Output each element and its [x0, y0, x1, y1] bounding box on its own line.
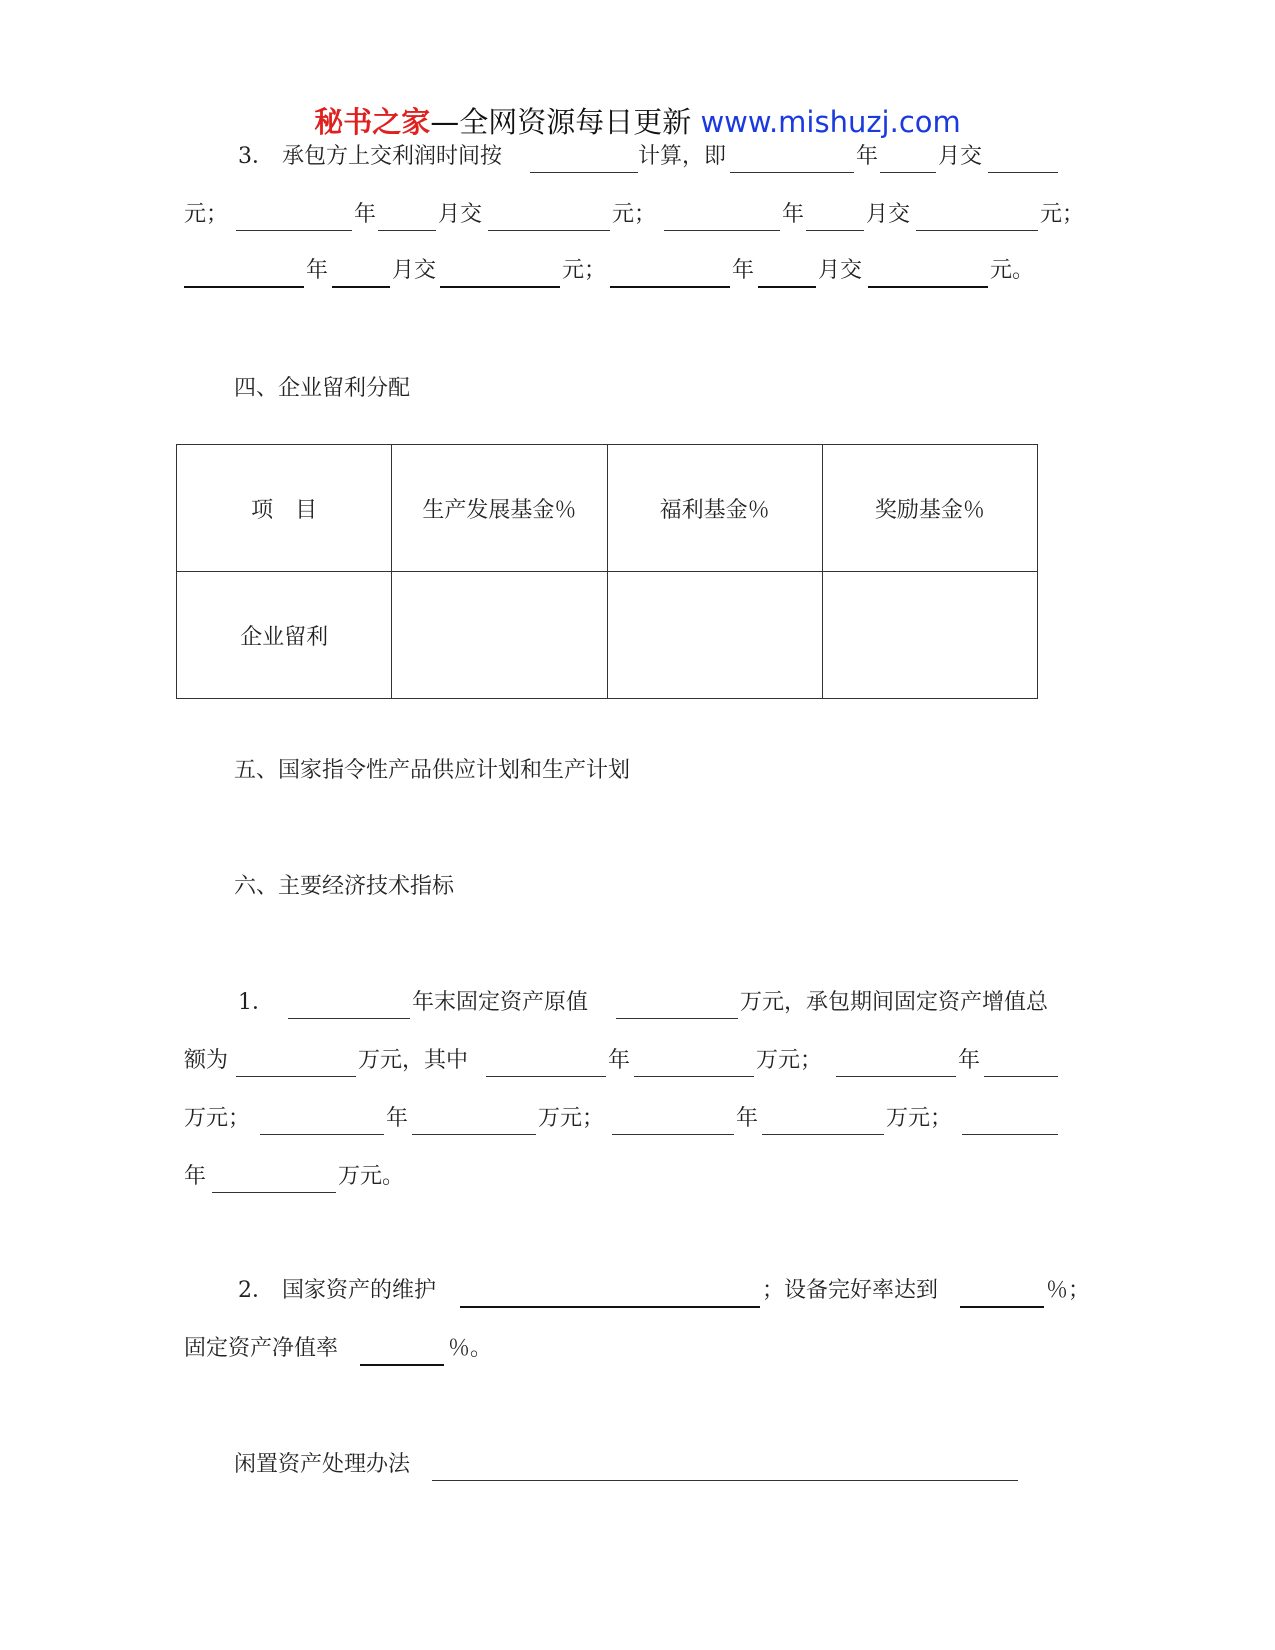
- item61-text-2: 万元，承包期间固定资产增值总: [740, 990, 1049, 1015]
- item62-text-2: ；设备完好率达到: [762, 1278, 939, 1303]
- blank-field[interactable]: [412, 1134, 536, 1135]
- unit-percent: ％；: [1046, 1278, 1091, 1303]
- unit-wanyuan: 万元；: [886, 1106, 953, 1131]
- item62-text-3: 固定资产净值率: [184, 1336, 339, 1361]
- blank-field[interactable]: [762, 1134, 884, 1135]
- blank-field[interactable]: [332, 286, 390, 288]
- retained-profit-table: [176, 444, 1038, 699]
- table-header-cell: 奖励基金％: [822, 445, 1037, 572]
- unit-year: 年: [856, 144, 879, 169]
- brand-name: 秘书之家: [314, 105, 431, 139]
- blank-field[interactable]: [360, 1364, 444, 1366]
- item61-text-1: 年末固定资产原值: [412, 990, 589, 1015]
- unit-yuan: 元；: [184, 202, 229, 227]
- blank-field[interactable]: [432, 1480, 1018, 1481]
- table-header-cell: 福利基金％: [607, 445, 822, 572]
- blank-field[interactable]: [880, 172, 936, 173]
- site-url[interactable]: www.mishuzj.com: [700, 105, 961, 139]
- blank-field[interactable]: [916, 230, 1038, 231]
- unit-yuan: 元；: [1040, 202, 1085, 227]
- blank-field[interactable]: [260, 1134, 384, 1135]
- item-number: 3．: [238, 144, 274, 169]
- unit-year: 年: [736, 1106, 759, 1131]
- unit-year: 年: [184, 1164, 207, 1189]
- item62-text-1: 国家资产的维护: [282, 1278, 437, 1303]
- blank-field[interactable]: [378, 230, 436, 231]
- blank-field[interactable]: [488, 230, 610, 231]
- table-row: [177, 572, 1038, 699]
- blank-field[interactable]: [962, 1134, 1058, 1135]
- blank-field[interactable]: [616, 1018, 738, 1019]
- table-header-cell: 项 目: [177, 445, 392, 572]
- blank-field[interactable]: [836, 1076, 956, 1077]
- unit-year: 年: [354, 202, 377, 227]
- section-5-heading: 五、国家指令性产品供应计划和生产计划: [234, 758, 631, 783]
- blank-field[interactable]: [212, 1192, 336, 1193]
- item3-text-1: 承包方上交利润时间按: [282, 144, 503, 169]
- unit-month-pay: 月交: [818, 258, 863, 283]
- blank-field[interactable]: [664, 230, 780, 231]
- item-number: 1．: [238, 990, 274, 1015]
- table-row-label: 企业留利: [177, 572, 392, 699]
- unit-month-pay: 月交: [392, 258, 437, 283]
- blank-field[interactable]: [960, 1306, 1044, 1308]
- blank-field[interactable]: [184, 286, 304, 288]
- unit-month-pay: 月交: [938, 144, 983, 169]
- item61-text-3: 额为: [184, 1048, 229, 1073]
- blank-field[interactable]: [440, 286, 560, 288]
- unit-percent: ％。: [448, 1336, 493, 1361]
- unit-wanyuan: 万元；: [756, 1048, 823, 1073]
- unit-wanyuan: 万元；: [184, 1106, 251, 1131]
- table-header-cell: 生产发展基金％: [392, 445, 607, 572]
- blank-field[interactable]: [530, 172, 638, 173]
- idle-assets-label: 闲置资产处理办法: [234, 1452, 411, 1477]
- blank-field[interactable]: [806, 230, 864, 231]
- item3-text-2: 计算，即: [638, 144, 727, 169]
- table-cell[interactable]: [607, 572, 822, 699]
- blank-field[interactable]: [486, 1076, 606, 1077]
- section-4-heading: 四、企业留利分配: [234, 376, 411, 401]
- unit-year: 年: [386, 1106, 409, 1131]
- unit-month-pay: 月交: [866, 202, 911, 227]
- item61-text-4: 万元，其中: [358, 1048, 469, 1073]
- blank-field[interactable]: [988, 172, 1058, 173]
- unit-year: 年: [608, 1048, 631, 1073]
- blank-field[interactable]: [758, 286, 816, 288]
- blank-field[interactable]: [612, 1134, 734, 1135]
- header-tagline: —全网资源每日更新: [430, 105, 692, 139]
- blank-field[interactable]: [460, 1306, 760, 1308]
- unit-year: 年: [732, 258, 755, 283]
- blank-field[interactable]: [868, 286, 988, 288]
- unit-yuan: 元。: [990, 258, 1035, 283]
- unit-year: 年: [782, 202, 805, 227]
- unit-year: 年: [958, 1048, 981, 1073]
- unit-year: 年: [306, 258, 329, 283]
- table-cell[interactable]: [392, 572, 607, 699]
- unit-wanyuan: 万元。: [338, 1164, 405, 1189]
- blank-field[interactable]: [610, 286, 730, 288]
- blank-field[interactable]: [730, 172, 854, 173]
- blank-field[interactable]: [984, 1076, 1058, 1077]
- blank-field[interactable]: [288, 1018, 410, 1019]
- unit-yuan: 元；: [562, 258, 607, 283]
- site-header: [0, 102, 1275, 142]
- blank-field[interactable]: [634, 1076, 754, 1077]
- unit-wanyuan: 万元；: [538, 1106, 605, 1131]
- unit-yuan: 元；: [612, 202, 657, 227]
- blank-field[interactable]: [236, 1076, 356, 1077]
- table-header-row: [177, 445, 1038, 572]
- item-number: 2．: [238, 1278, 274, 1303]
- blank-field[interactable]: [236, 230, 352, 231]
- unit-month-pay: 月交: [438, 202, 483, 227]
- table-cell[interactable]: [822, 572, 1037, 699]
- section-6-heading: 六、主要经济技术指标: [234, 874, 455, 899]
